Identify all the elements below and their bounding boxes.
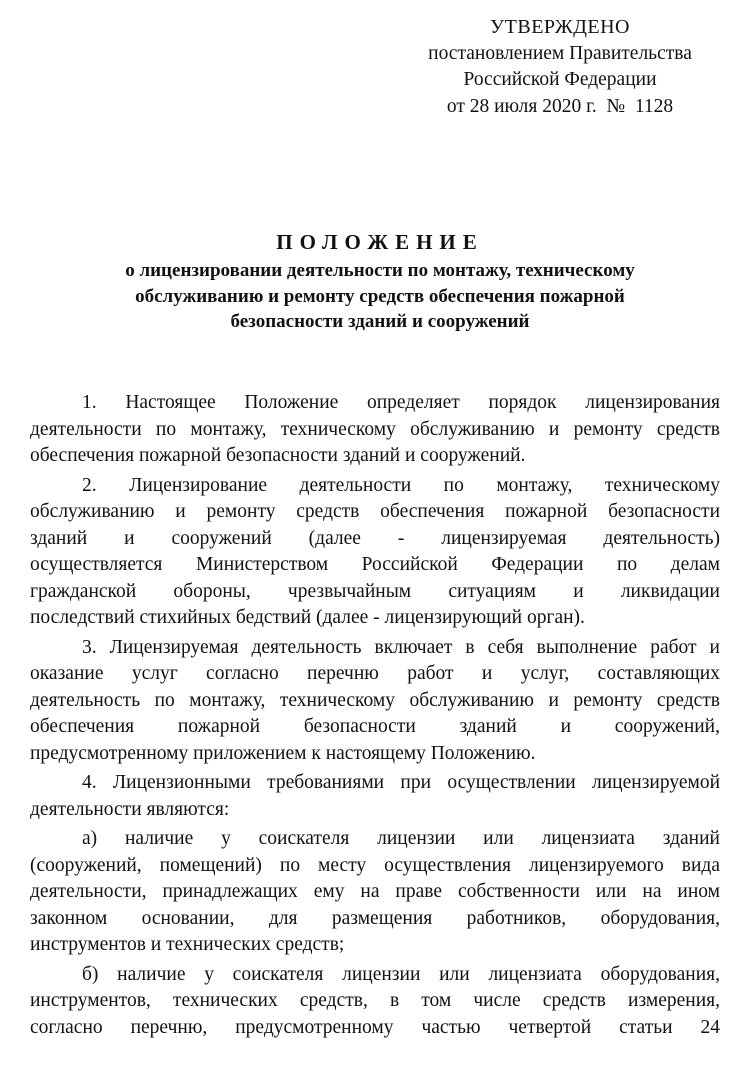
text-line: (сооружений, помещений) по месту осуществления лицензируемого вида <box>30 854 720 876</box>
title-line-2: обслуживанию и ремонту средств обеспечения пожарной <box>135 285 625 307</box>
text-line: согласно перечню, предусмотренному частью четвертой статьи 24 <box>30 1016 720 1038</box>
text-line: б) наличие у соискателя лицензии или лицензиата оборудования, <box>82 963 720 985</box>
paragraph-2 <box>30 473 720 632</box>
title-line-3: безопасности зданий и сооружений <box>230 311 530 332</box>
text-line: осуществляется Министерством Российской Федерации по делам <box>30 554 720 575</box>
text-line: деятельность по монтажу, техническому обслуживанию и ремонту средств <box>30 689 720 711</box>
subparagraph-b <box>30 962 720 1042</box>
text-line: инструментов и технических средств; <box>30 934 345 955</box>
text-line: зданий и сооружений (далее - лицензируемая деятельность) <box>30 527 720 549</box>
text-line: деятельности являются: <box>30 798 230 820</box>
paragraph-4 <box>30 770 720 823</box>
text-line: последствий стихийных бедствий (далее - лицензирующий орган). <box>30 607 585 628</box>
title-heading: ПОЛОЖЕНИЕ <box>276 230 484 254</box>
text-line: инструментов, технических средств, в том числе средств измерения, <box>30 990 720 1011</box>
text-line: 2. Лицензирование деятельности по монтажу, техническому <box>82 474 720 496</box>
text-line: 4. Лицензионными требованиями при осуществлении лицензируемой <box>82 772 720 793</box>
text-line: обслуживанию и ремонту средств обеспечения пожарной безопасности <box>30 501 720 522</box>
document-title <box>30 228 730 335</box>
text-line: обеспечения пожарной безопасности зданий и сооружений. <box>30 445 526 466</box>
text-line: оказание услуг согласно перечню работ и услуг, составляющих <box>30 663 720 684</box>
text-line: деятельности, принадлежащих ему на праве собственности или на ином <box>30 881 720 902</box>
approved-by: постановлением Правительства <box>428 42 692 64</box>
subparagraph-a <box>30 826 720 959</box>
text-line: гражданской обороны, чрезвычайным ситуациям и ликвидации <box>30 580 720 602</box>
paragraph-3 <box>30 635 720 768</box>
text-line: законном основании, для размещения работников, оборудования, <box>30 907 720 929</box>
approved-country: Российской Федерации <box>463 69 657 90</box>
approved-label: УТВЕРЖДЕНО <box>489 16 631 38</box>
text-line: 3. Лицензируемая деятельность включает в себя выполнение работ и <box>82 636 720 658</box>
text-line: предусмотренному приложением к настоящему Положению. <box>30 742 536 764</box>
text-line: обеспечения пожарной безопасности зданий и сооружений, <box>30 716 720 737</box>
title-line-1: о лицензировании деятельности по монтажу, техническому <box>125 260 635 281</box>
approval-stamp <box>400 14 720 120</box>
paragraph-1 <box>30 390 720 470</box>
approved-date-number: от 28 июля 2020 г. № 1128 <box>446 95 674 117</box>
document-body <box>30 390 720 1044</box>
text-line: 1. Настоящее Положение определяет порядок лицензирования <box>82 392 720 413</box>
text-line: а) наличие у соискателя лицензии или лицензиата зданий <box>82 828 720 849</box>
text-line: деятельности по монтажу, техническому обслуживанию и ремонту средств <box>30 418 720 440</box>
